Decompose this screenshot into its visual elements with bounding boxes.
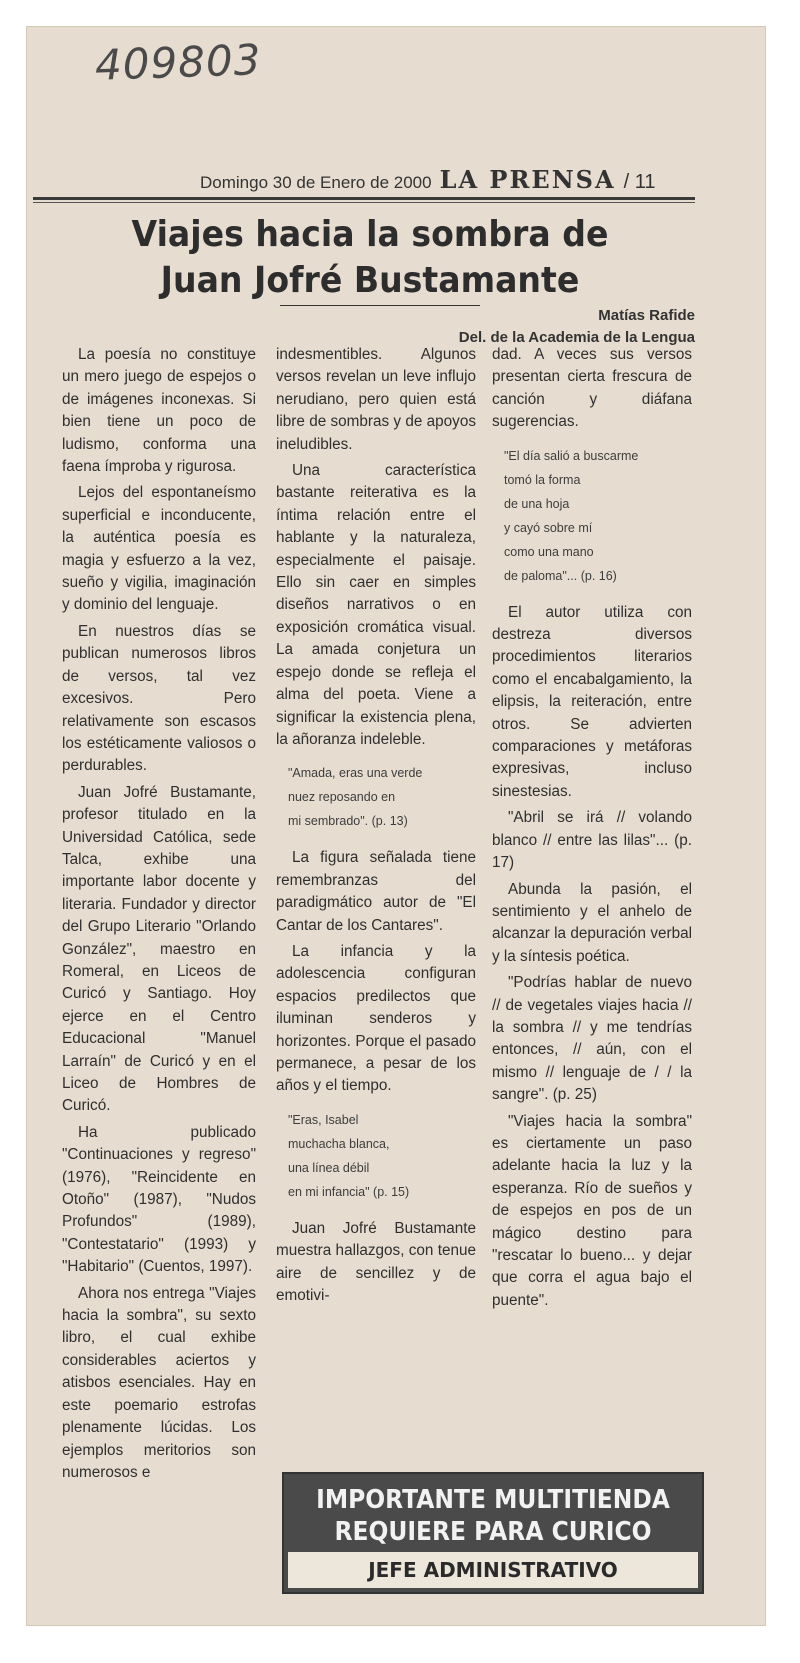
paragraph: dad. A veces sus versos presentan cierta frescura de canción y diáfana sugerencias. <box>492 346 692 431</box>
paragraph: "Viajes hacia la sombra" es ciertamente un paso adelante hacia la luz y la esperanza. Río de sueños y de espejos en pos de un mágico destino para "rescatar lo bueno... y dejar que corra el agua bajo el puente". <box>492 1112 692 1309</box>
paragraph: El autor utiliza con destreza diversos procedimientos literarios como el encabalgamiento, la elipsis, la reiteración, entre otros. Se advierten comparaciones y metáforas expresivas, incluso sinestesias. <box>492 603 692 800</box>
verse-quote: "Amada, eras una verde nuez reposando en mi sembrado". (p. 13) <box>288 766 423 829</box>
author-affiliation: Del. de la Academia de la Lengua <box>458 329 695 346</box>
paragraph: La figura señalada tiene remembranzas del paradigmático autor de "El Cantar de los Cantares". <box>276 849 476 934</box>
article-column-2 <box>276 344 476 1311</box>
paragraph: Lejos del espontaneísmo superficial e inconducente, la auténtica poesía es magia y esfuerzo a la vez, sueño y vigilia, imaginación y dominio del lenguaje. <box>62 484 256 614</box>
masthead-rule-thin <box>33 202 695 203</box>
ad-position: JEFE ADMINISTRATIVO <box>288 1552 698 1588</box>
paragraph: Abunda la pasión, el sentimiento y el anhelo de alcanzar la depuración verbal y la síntesis poética. <box>492 880 692 965</box>
article-column-1 <box>62 344 256 1488</box>
ad-line-1: IMPORTANTE MULTITIENDA <box>316 1485 670 1515</box>
paragraph: Ha publicado "Continuaciones y regreso" (1976), "Reincidente en Otoño" (1987), "Nudos Profundos" (1989), "Contestatario" (1993) y "Habitario" (Cuentos, 1997). <box>62 1123 256 1276</box>
paragraph: Juan Jofré Bustamante muestra hallazgos, con tenue aire de sencillez y de emotivi- <box>276 1219 476 1304</box>
author-name: Matías Rafide <box>598 307 695 324</box>
paragraph: La poesía no constituye un mero juego de espejos o de imágenes inconexas. Si bien tiene un poco de ludismo, conforma una faena ímproba y rigurosa. <box>62 346 256 476</box>
headline-line-1: Viajes hacia la sombra de <box>131 214 609 255</box>
paragraph: "Podrías hablar de nuevo // de vegetales viajes hacia // la sombra // y me tendrías entonces, // aún, con el mismo // lenguaje de / / la sangre". (p. 25) <box>492 974 692 1104</box>
ad-headline <box>305 1484 681 1548</box>
paragraph: "Abril se irá // volando blanco // entre las lilas"... (p. 17) <box>492 809 692 872</box>
article-headline <box>112 212 627 304</box>
paragraph: En nuestros días se publican numerosos libros de versos, tal vez excesivos. Pero relativamente son escasos los estéticamente valiosos o perdurables. <box>62 622 256 775</box>
handwritten-note: 409803 <box>94 35 263 90</box>
verse-quote: "Eras, Isabel muchacha blanca, una línea débil en mi infancia" (p. 15) <box>288 1112 410 1199</box>
masthead-rule <box>33 197 695 200</box>
newspaper-name: LA PRENSA <box>439 165 616 194</box>
paragraph: La infancia y la adolescencia configuran espacios predilectos que iluminan senderos y horizontes. Porque el pasado permanece, a pesar de los años y el tiempo. <box>276 942 476 1095</box>
classified-ad <box>282 1472 704 1594</box>
publication-date: Domingo 30 de Enero de 2000 <box>200 173 432 192</box>
verse-quote: "El día salió a buscarme tomó la forma de una hoja y cayó sobre mí como una mano de paloma"... (p. 16) <box>504 448 639 583</box>
article-column-3 <box>492 344 692 1316</box>
ad-line-2: REQUIERE PARA CURICO <box>334 1517 652 1547</box>
byline <box>459 305 695 349</box>
paragraph: indesmentibles. Algunos versos revelan un leve influjo nerudiano, pero quien está libre de sombras y de apoyos ineludibles. <box>276 346 476 453</box>
masthead <box>200 165 690 194</box>
headline-line-2: Juan Jofré Bustamante <box>160 260 580 301</box>
page-number: / 11 <box>623 171 656 193</box>
paragraph: Una característica bastante reiterativa es la íntima relación entre el hablante y la naturaleza, especialmente el paisaje. Ello sin caer en simples diseños narrativos o en exposición cromática visual. La amada conjetura un espejo donde se refleja el alma del poeta. Viene a significar la existencia plena, la añoranza indeleble. <box>276 462 476 748</box>
headline-rule <box>280 305 480 306</box>
paragraph: Juan Jofré Bustamante, profesor titulado en la Universidad Católica, sede Talca, exhibe una importante labor docente y literaria. Fundador y director del Grupo Literario "Orlando González", maestro en Romeral, en Liceos de Curicó y Santiago. Hoy ejerce en el Centro Educacional "Manuel Larraín" de Curicó y en el Liceo de Hombres de Curicó. <box>62 783 256 1115</box>
paragraph: Ahora nos entrega "Viajes hacia la sombra", su sexto libro, el cual exhibe considerables aciertos y atisbos esenciales. Hay en este poemario estrofas plenamente lúcidas. Los ejemplos meritorios son numerosos e <box>62 1284 256 1481</box>
